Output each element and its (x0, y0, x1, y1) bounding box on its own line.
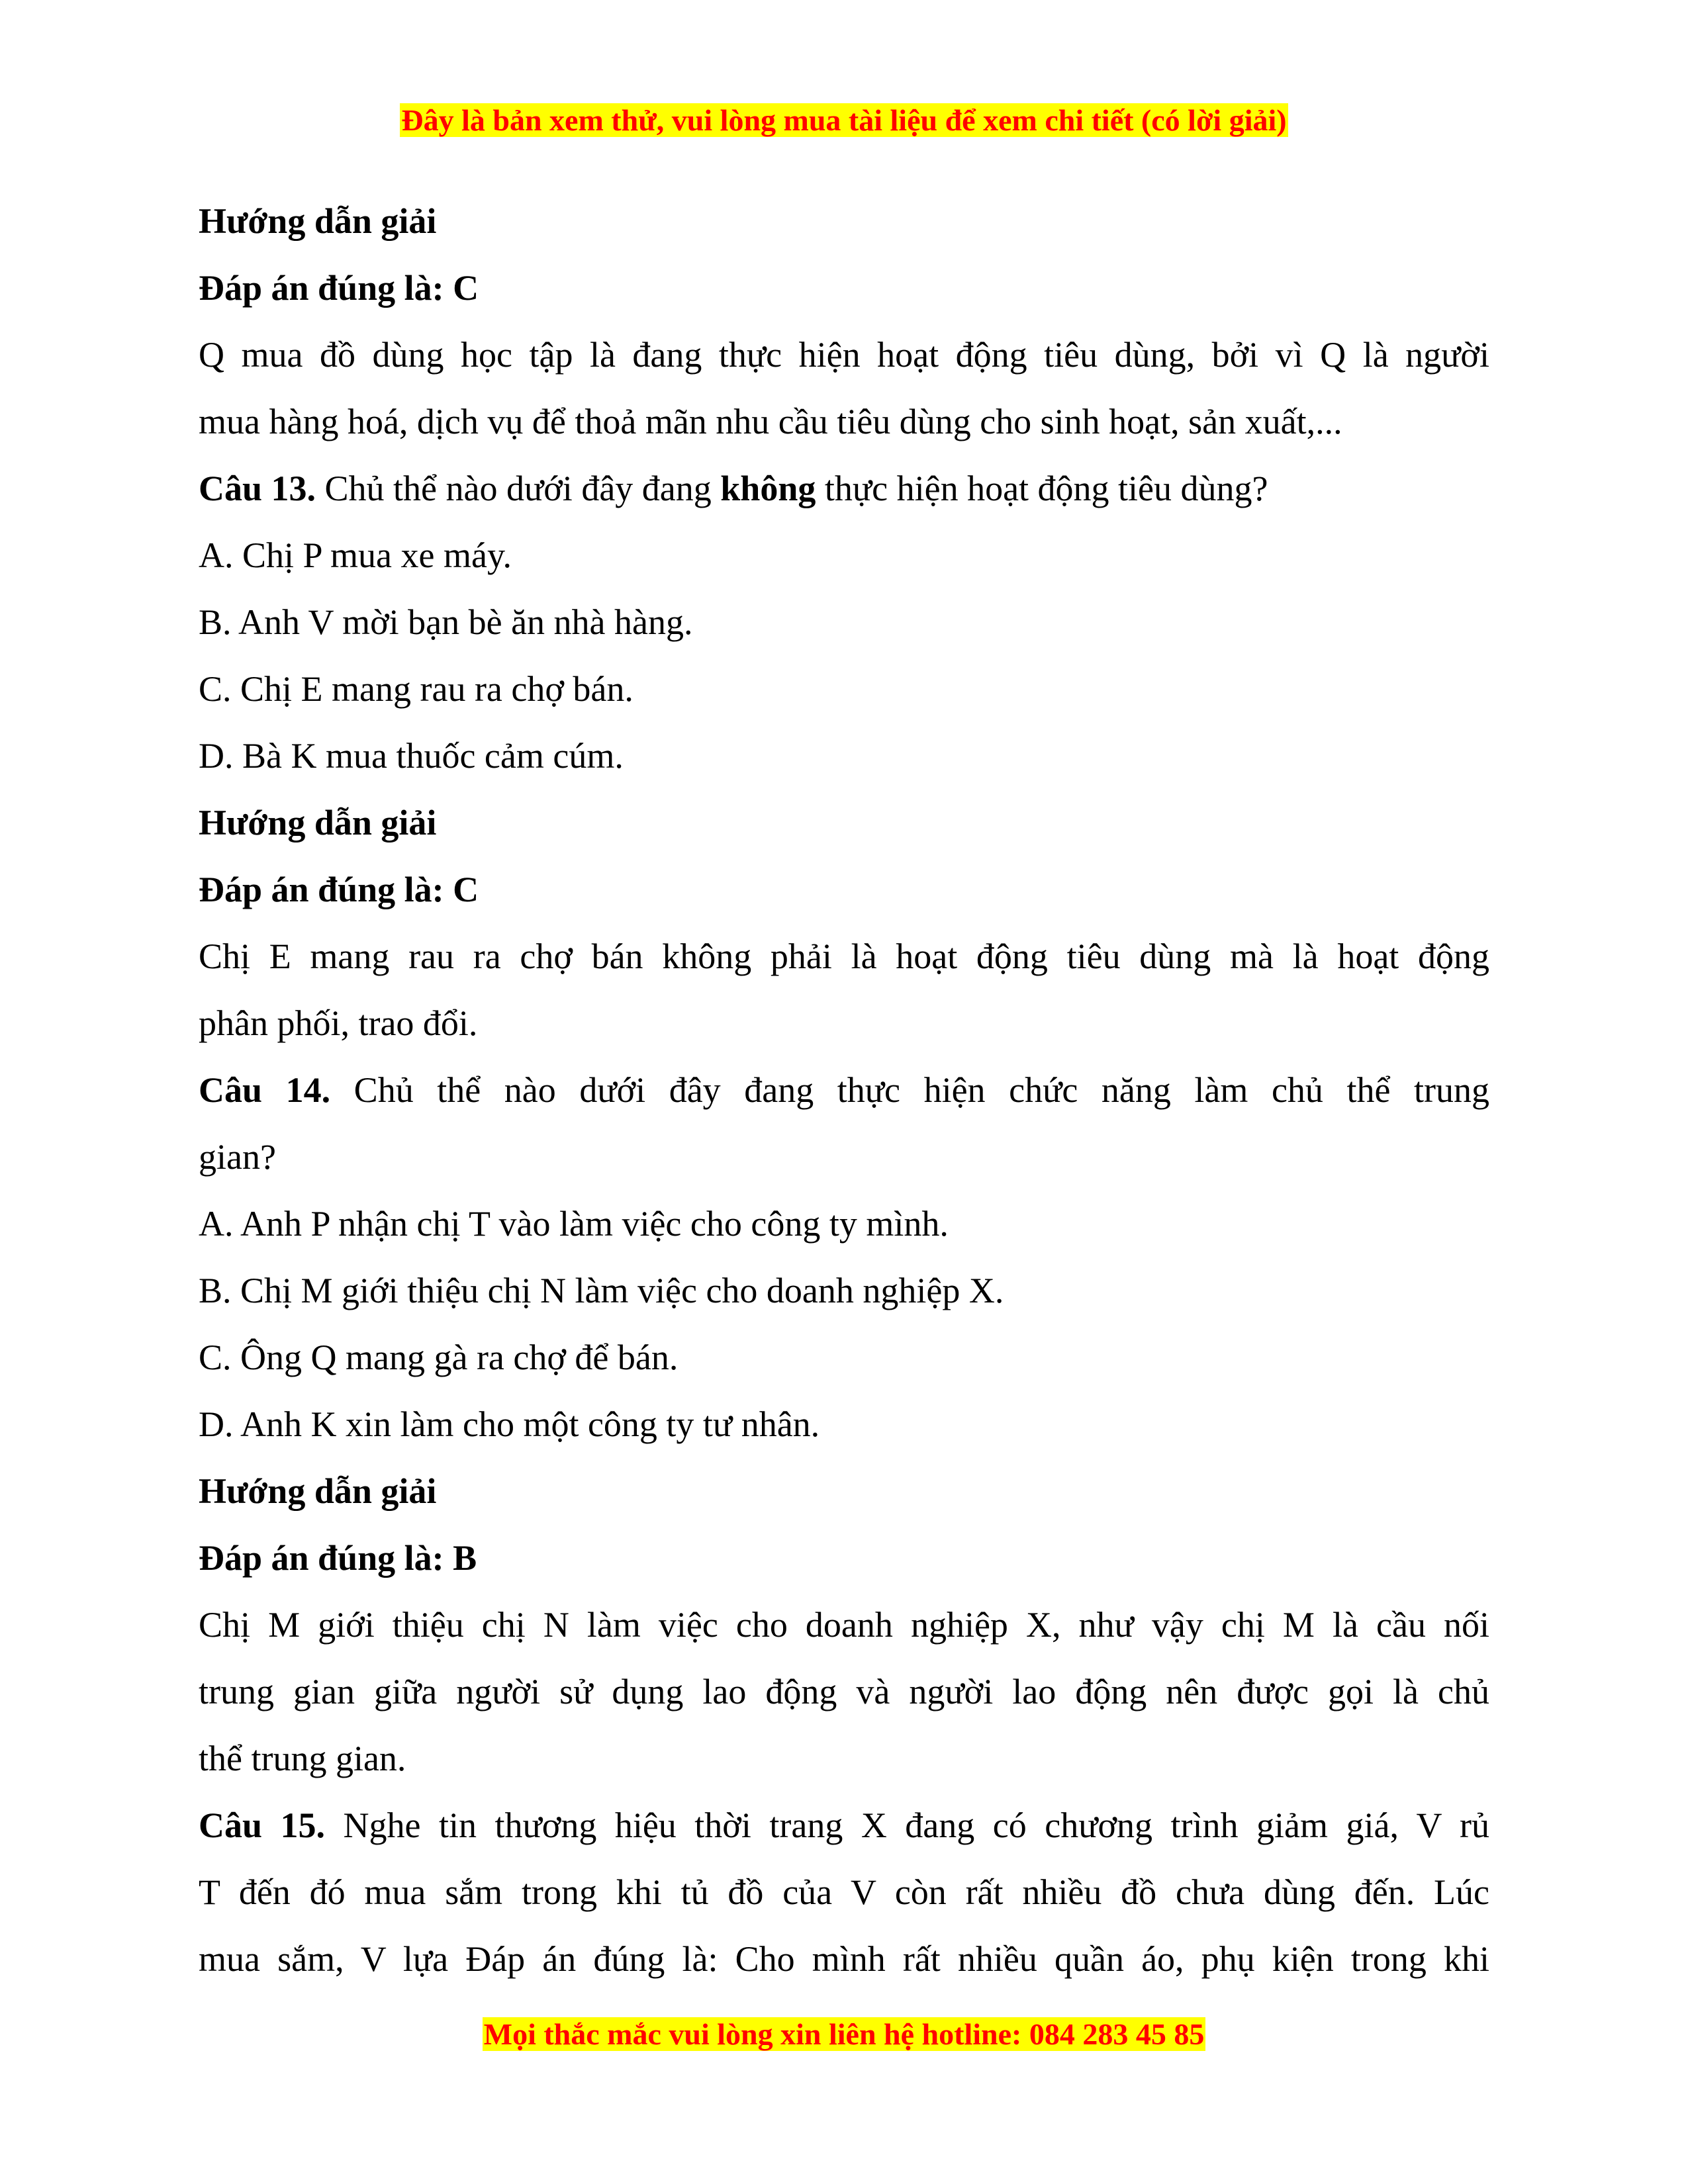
q13-text-before: Chủ thể nào dưới đây đang (316, 469, 721, 508)
q13-option-c: C. Chị E mang rau ra chợ bán. (199, 669, 633, 709)
q14-explanation-line-2: trung gian giữa người sử dụng lao động và người lao động nên được gọi là chủ (199, 1672, 1489, 1711)
preview-notice-banner (0, 101, 1688, 140)
preview-notice-text: Đây là bản xem thử, vui lòng mua tài liệu để xem chi tiết (có lời giải) (401, 103, 1287, 137)
q14-question-line-2: gian? (199, 1137, 276, 1177)
q12-explanation-line-2: mua hàng hoá, dịch vụ để thoả mãn nhu cầu tiêu dùng cho sinh hoạt, sản xuất,... (199, 402, 1342, 441)
q15-text-line-1: Nghe tin thương hiệu thời trang X đang có chương trình giảm giá, V rủ (325, 1805, 1489, 1845)
q14-answer: Đáp án đúng là: B (199, 1538, 477, 1578)
q13-text-bold: không (720, 469, 816, 508)
q13-guide-heading: Hướng dẫn giải (199, 803, 437, 842)
q14-explanation-line-3: thể trung gian. (199, 1739, 406, 1778)
q14-explanation-line-1: Chị M giới thiệu chị N làm việc cho doanh nghiệp X, như vậy chị M là cầu nối (199, 1605, 1489, 1645)
q13-explanation-line-2: phân phối, trao đổi. (199, 1003, 478, 1043)
document-body (199, 188, 1489, 1993)
q14-guide-heading: Hướng dẫn giải (199, 1471, 437, 1511)
hotline-text: Mọi thắc mắc vui lòng xin liên hệ hotline: 084 283 45 85 (483, 2017, 1205, 2051)
q14-option-b: B. Chị M giới thiệu chị N làm việc cho doanh nghiệp X. (199, 1271, 1004, 1310)
q13-option-d: D. Bà K mua thuốc cảm cúm. (199, 736, 624, 776)
q14-text-line-1: Chủ thể nào dưới đây đang thực hiện chức năng làm chủ thể trung (330, 1070, 1489, 1110)
q12-guide-heading: Hướng dẫn giải (199, 201, 437, 241)
q14-option-c: C. Ông Q mang gà ra chợ để bán. (199, 1338, 679, 1377)
q15-question-line-2: T đến đó mua sắm trong khi tủ đồ của V còn rất nhiều đồ chưa dùng đến. Lúc (199, 1872, 1489, 1912)
q12-answer: Đáp án đúng là: C (199, 268, 479, 308)
q13-option-a: A. Chị P mua xe máy. (199, 535, 512, 575)
q15-question-line-3: mua sắm, V lựa Đáp án đúng là: Cho mình rất nhiều quần áo, phụ kiện trong khi (199, 1939, 1489, 1979)
q14-option-d: D. Anh K xin làm cho một công ty tư nhân. (199, 1404, 820, 1444)
q15-label: Câu 15. (199, 1805, 326, 1845)
q14-question-line-1 (199, 1057, 1489, 1124)
q13-explanation-line-1: Chị E mang rau ra chợ bán không phải là hoạt động tiêu dùng mà là hoạt động (199, 936, 1489, 976)
q14-label: Câu 14. (199, 1070, 331, 1110)
q14-option-a: A. Anh P nhận chị T vào làm việc cho công ty mình. (199, 1204, 949, 1244)
hotline-banner (0, 2015, 1688, 2054)
q13-answer: Đáp án đúng là: C (199, 870, 479, 909)
q13-option-b: B. Anh V mời bạn bè ăn nhà hàng. (199, 602, 693, 642)
q13-label: Câu 13. (199, 469, 316, 508)
q12-explanation-line-1: Q mua đồ dùng học tập là đang thực hiện hoạt động tiêu dùng, bởi vì Q là người (199, 335, 1489, 375)
q15-question-line-1 (199, 1792, 1489, 1859)
q13-text-after: thực hiện hoạt động tiêu dùng? (816, 469, 1268, 508)
q13-question (199, 455, 1489, 522)
